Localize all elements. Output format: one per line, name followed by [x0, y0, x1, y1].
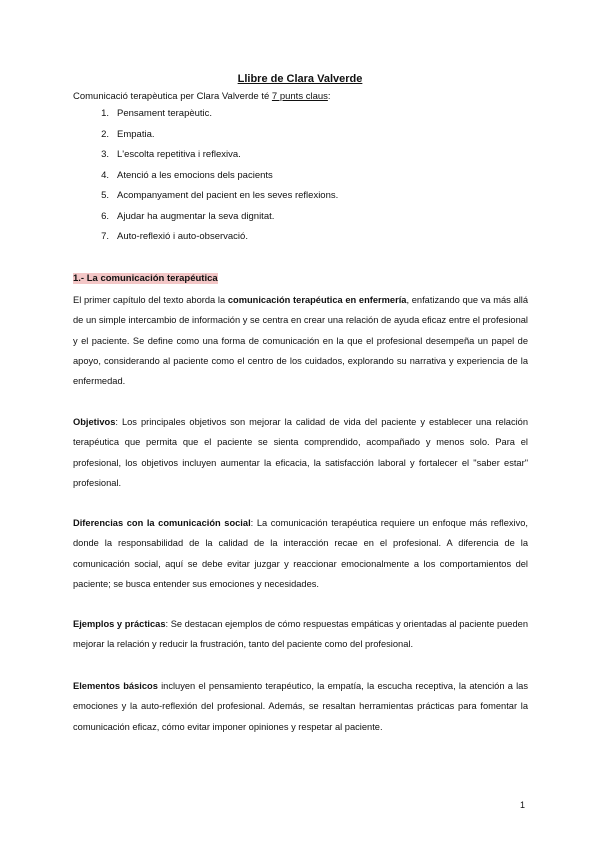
list-item: [73, 125, 338, 146]
list-text: Acompanyament del pacient en les seves reflexions.: [117, 190, 339, 201]
list-text: Empatia.: [117, 128, 155, 140]
section-heading-text: 1.- La comunicación terapéutica: [73, 273, 218, 284]
intro-colon: :: [327, 91, 331, 102]
list-text: Atenció a les emocions dels pacients: [117, 169, 273, 181]
paragraph-text: : La comunicación terapéutica requiere un enfoque más reflexivo, donde la responsabilidad de la calidad de la interacción recae en el profesional. A diferencia de la comunicación social, aquí se debe evitar juzgar y reaccionar emocionalmente a los comportamientos del paciente; se busca entender sus emociones y necesidades.: [73, 518, 528, 589]
paragraph-bold: comunicación terapéutica en enfermería: [227, 295, 407, 305]
paragraph-elements: [73, 676, 528, 737]
intro-line: [73, 91, 331, 102]
paragraph-text: : Se destacan ejemplos de cómo respuestas empáticas y orientadas al paciente pueden mejorar la relación y reducir la frustración, tanto del paciente como del profesional.: [73, 619, 528, 650]
paragraph-objectives: [73, 412, 528, 493]
list-number: 6.: [101, 210, 109, 222]
list-number: 7.: [101, 231, 109, 242]
paragraph-bold: Diferencias con la comunicación social: [73, 518, 251, 528]
intro-text: Comunicació terapèutica per Clara Valverde té: [73, 91, 272, 102]
paragraph-text: El primer capítulo del texto aborda la: [73, 295, 228, 305]
list-text: Auto-reflexió i auto-observació.: [117, 231, 248, 242]
paragraph-intro: [73, 290, 528, 391]
list-number: 5.: [101, 190, 109, 201]
list-item: [73, 186, 338, 207]
list-text: L'escolta repetitiva i reflexiva.: [117, 149, 241, 160]
section-heading: [73, 273, 218, 284]
paragraph-bold: Ejemplos y prácticas: [73, 619, 166, 629]
list-item: [73, 145, 338, 166]
paragraph-differences: [73, 513, 528, 594]
key-points-list: [73, 104, 338, 248]
paragraph-text: : Los principales objetivos son mejorar la calidad de vida del paciente y establecer una relación terapéutica que permita que el paciente se sienta comprendido, acompañado y menos solo. Para el profesional, los objetivos incluyen aumentar la eficacia, la satisfacción laboral y fortalecer el "saber estar" profesional.: [73, 417, 528, 488]
page-number: 1: [520, 800, 526, 810]
list-item: [73, 227, 338, 248]
list-item: [73, 166, 338, 187]
list-text: Ajudar ha augmentar la seva dignitat.: [117, 210, 275, 222]
list-number: 1.: [101, 108, 109, 119]
paragraph-text: incluyen el pensamiento terapéutico, la empatía, la escucha receptiva, la atención a las emociones y la auto-reflexión del profesional. Además, se resaltan herramientas prácticas para fomentar la comunicación eficaz, cómo evitar imponer opiniones y respetar al paciente.: [73, 681, 528, 732]
list-item: [73, 207, 338, 228]
paragraph-bold: Elementos básicos: [73, 681, 158, 691]
list-item: [73, 104, 338, 125]
list-text: Pensament terapèutic.: [117, 108, 213, 119]
paragraph-bold: Objetivos: [73, 417, 116, 427]
list-number: 4.: [101, 169, 109, 181]
paragraph-examples: [73, 614, 528, 655]
list-number: 2.: [101, 128, 109, 140]
document-title: Llibre de Clara Valverde: [237, 73, 363, 85]
paragraph-text: , enfatizando que va más allá de un simple intercambio de información y se centra en crear una relación de ayuda eficaz entre el profesional y el paciente. Se define como una forma de comunicación en la que el profesional desempeña un papel de apoyo, considerando al paciente como el centro de los cuidados, explorando su narrativa y experiencia de la enfermedad.: [73, 295, 529, 387]
intro-underlined: 7 punts claus: [271, 91, 328, 102]
list-number: 3.: [101, 149, 109, 160]
